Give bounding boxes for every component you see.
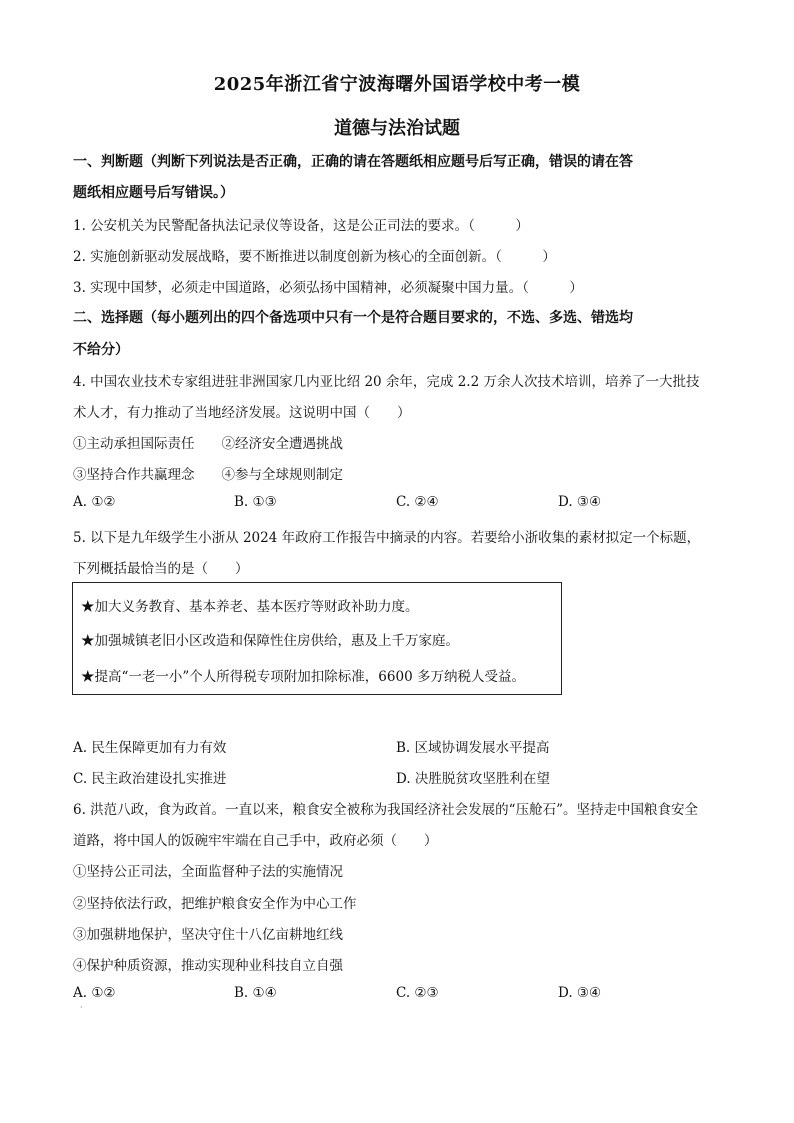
section2-heading-line1: 二、选择题（每小题列出的四个备选项中只有一个是符合题目要求的，不选、多选、错选均 xyxy=(73,310,633,326)
q5-stem-line2: 下列概括最恰当的是（ ） xyxy=(73,561,249,577)
q5-stem-line1: 5. 以下是九年级学生小浙从 2024 年政府工作报告中摘录的内容。若要给小浙收集的素材拟定一个标题， xyxy=(73,530,701,546)
q6-stem-line1: 6. 洪范八政，食为政首。一直以来，粮食安全被称为我国经济社会发展的“压舱石”。坚持走中国粮食安全 xyxy=(73,802,698,818)
section1-heading-line1: 一、判断题（判断下列说法是否正确，正确的请在答题纸相应题号后写正确，错误的请在答 xyxy=(73,154,633,170)
q6-item-1: ①坚持公正司法，全面监督种子法的实施情况 xyxy=(73,864,343,880)
q5-material-line: ★提高“一老一小”个人所得税专项附加扣除标准，6600 多万纳税人受益。 xyxy=(81,669,525,685)
q5-option-d: D. 决胜脱贫攻坚胜利在望 xyxy=(396,771,550,787)
stray-mark: · xyxy=(80,1003,83,1012)
section2-heading-line2: 不给分） xyxy=(73,342,129,358)
question-1: 1. 公安机关为民警配备执法记录仪等设备，这是公正司法的要求。（ ） xyxy=(73,218,529,234)
question-3: 3. 实现中国梦，必须走中国道路，必须弘扬中国精神，必须凝聚中国力量。（ ） xyxy=(73,280,583,296)
q6-option-c: C. ②③ xyxy=(396,985,439,1001)
q4-items-line1: ①主动承担国际责任 ②经济安全遭遇挑战 xyxy=(73,436,343,452)
q4-option-a: A. ①② xyxy=(73,494,116,510)
q6-stem-line2: 道路，将中国人的饭碗牢牢端在自己手中，政府必须（ ） xyxy=(73,833,438,849)
q6-option-a: A. ①② xyxy=(73,985,116,1001)
q5-option-a: A. 民生保障更加有力有效 xyxy=(73,740,227,756)
q5-option-c: C. 民主政治建设扎实推进 xyxy=(73,771,227,787)
q4-stem-line1: 4. 中国农业技术专家组进驻非洲国家几内亚比绍 20 余年，完成 2.2 万余人次技术培训，培养了一大批技 xyxy=(73,374,700,390)
q4-option-d: D. ③④ xyxy=(558,494,602,510)
page-title: 2025年浙江省宁波海曙外国语学校中考一模 xyxy=(213,74,581,95)
q6-item-3: ③加强耕地保护，坚决守住十八亿亩耕地红线 xyxy=(73,927,343,943)
question-2: 2. 实施创新驱动发展战略，要不断推进以制度创新为核心的全面创新。（ ） xyxy=(73,249,556,265)
q4-stem-line2: 术人才，有力推动了当地经济发展。这说明中国（ ） xyxy=(73,405,411,421)
page-subtitle: 道德与法治试题 xyxy=(334,118,460,139)
q4-option-c: C. ②④ xyxy=(396,494,439,510)
q4-option-b: B. ①③ xyxy=(234,494,277,510)
q6-option-d: D. ③④ xyxy=(558,985,602,1001)
q5-material-line: ★加强城镇老旧小区改造和保障性住房供给，惠及上千万家庭。 xyxy=(81,633,459,649)
q6-item-4: ④保护种质资源，推动实现种业科技自立自强 xyxy=(73,958,343,974)
q6-item-2: ②坚持依法行政，把维护粮食安全作为中心工作 xyxy=(73,896,357,912)
q5-option-b: B. 区域协调发展水平提高 xyxy=(396,740,550,756)
section1-heading-line2: 题纸相应题号后写错误。） xyxy=(73,185,234,201)
q6-option-b: B. ①④ xyxy=(234,985,277,1001)
q4-items-line2: ③坚持合作共赢理念 ④参与全球规则制定 xyxy=(73,467,343,483)
q5-material-line: ★加大义务教育、基本养老、基本医疗等财政补助力度。 xyxy=(81,599,419,615)
q5-material-box xyxy=(72,582,562,695)
